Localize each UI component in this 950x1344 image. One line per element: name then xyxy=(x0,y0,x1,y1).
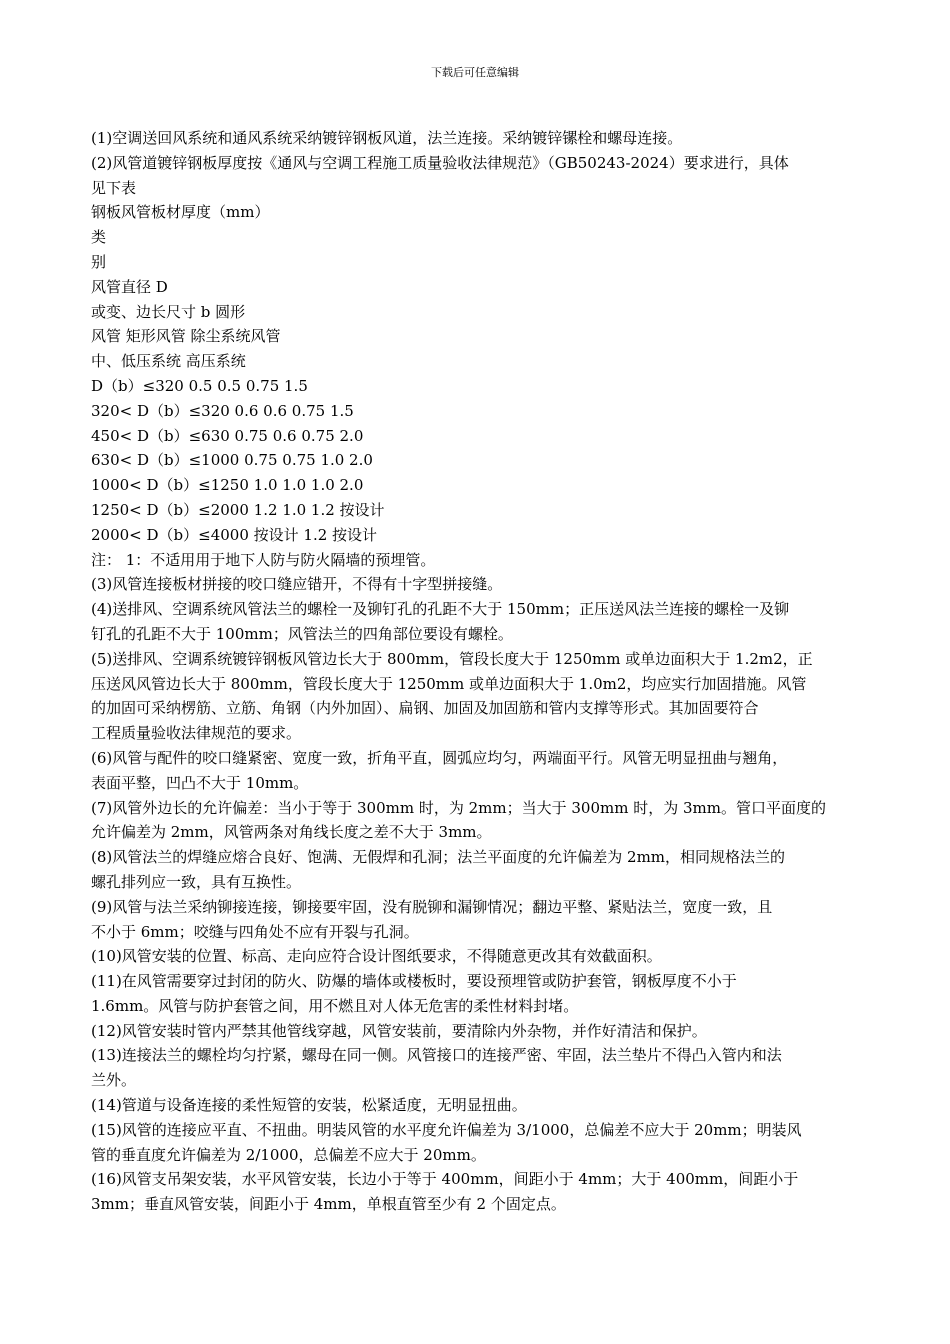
table-note: 注： 1：不适用用于地下人防与防火隔墙的预埋管。 xyxy=(91,550,436,569)
text-line: 1.6mm。风管与防护套管之间，用不燃且对人体无危害的柔性材料封堵。 xyxy=(91,996,579,1015)
table-row: 630< D（b）≤1000 0.75 0.75 1.0 2.0 xyxy=(91,451,373,470)
table-row: 2000< D（b）≤4000 按设计 1.2 按设计 xyxy=(91,525,378,544)
table-row: 450< D（b）≤630 0.75 0.6 0.75 2.0 xyxy=(91,426,364,445)
text-line: (14)管道与设备连接的柔性短管的安装，松紧适度，无明显扭曲。 xyxy=(91,1096,527,1115)
text-line: (10)风管安装的位置、标高、走向应符合设计图纸要求，不得随意更改其有效截面积。 xyxy=(91,947,662,966)
text-line: (13)连接法兰的螺栓均匀拧紧，螺母在同一侧。风管接口的连接严密、牢固，法兰垫片不得凸入管内和法 xyxy=(91,1046,782,1065)
text-line: (3)风管连接板材拼接的咬口缝应错开，不得有十字型拼接缝。 xyxy=(91,575,503,594)
text-line: (5)送排风、空调系统镀锌钢板风管边长大于 800mm，管段长度大于 1250mm 或单边面积大于 1.2m2，正 xyxy=(91,649,813,668)
text-line: (16)风管支吊架安装，水平风管安装，长边小于等于 400mm，间距小于 4mm；大于 400mm，间距小于 xyxy=(91,1170,799,1189)
text-line: (7)风管外边长的允许偏差：当小于等于 300mm 时，为 2mm；当大于 300mm 时，为 3mm。管口平面度的 xyxy=(91,798,826,817)
table-cell: 中、低压系统 高压系统 xyxy=(91,352,246,371)
text-line: (9)风管与法兰采纳铆接连接，铆接要牢固，没有脱铆和漏铆情况；翻边平整、紧贴法兰，宽度一致，且 xyxy=(91,897,773,916)
table-cell: 风管直径 D xyxy=(91,277,168,296)
text-line: (1)空调送回风系统和通风系统采纳镀锌钢板风道，法兰连接。采纳镀锌镙栓和螺母连接。 xyxy=(91,129,683,147)
text-line: 压送风风管边长大于 800mm，管段长度大于 1250mm 或单边面积大于 1.0m2，均应实行加固措施。风管 xyxy=(91,674,807,693)
text-line: 表面平整，凹凸不大于 10mm。 xyxy=(91,773,309,792)
text-line: 允许偏差为 2mm，风管两条对角线长度之差不大于 3mm。 xyxy=(91,823,492,842)
table-title: 钢板风管板材厚度（mm） xyxy=(91,203,270,222)
text-line: (4)送排风、空调系统风管法兰的螺栓一及铆钉孔的孔距不大于 150mm；正压送风法兰连接的螺栓一及铆 xyxy=(91,600,790,619)
table-cell: 类 xyxy=(91,228,107,247)
text-line: 工程质量验收法律规范的要求。 xyxy=(91,724,302,743)
table-row: 1000< D（b）≤1250 1.0 1.0 1.0 2.0 xyxy=(91,476,364,495)
text-line: 见下表 xyxy=(91,178,137,197)
text-line: (15)风管的连接应平直、不扭曲。明装风管的水平度允许偏差为 3/1000，总偏差不应大于 20mm；明装风 xyxy=(91,1120,802,1139)
text-line: 兰外。 xyxy=(91,1071,137,1090)
text-line: 管的垂直度允许偏差为 2/1000，总偏差不应大于 20mm。 xyxy=(91,1145,486,1164)
text-line: 不小于 6mm；咬缝与四角处不应有开裂与孔洞。 xyxy=(91,922,419,941)
text-line: (11)在风管需要穿过封闭的防火、防爆的墙体或楼板时，要设预埋管或防护套管，钢板厚度不小于 xyxy=(91,972,737,991)
text-line: 螺孔排列应一致，具有互换性。 xyxy=(91,872,302,891)
text-line: 的加固可采纳楞筋、立筋、角钢（内外加固）、扁钢、加固及加固筋和管内支撑等形式。其加固要符合 xyxy=(91,699,759,718)
page-header: 下载后可任意编辑 xyxy=(431,66,519,79)
document-body xyxy=(91,126,871,1217)
text-line: (12)风管安装时管内严禁其他管线穿越，风管安装前，要清除内外杂物，并作好清洁和保护。 xyxy=(91,1021,707,1040)
table-row: D（b）≤320 0.5 0.5 0.75 1.5 xyxy=(91,376,308,395)
text-line: (8)风管法兰的焊缝应熔合良好、饱满、无假焊和孔洞；法兰平面度的允许偏差为 2mm，相同规格法兰的 xyxy=(91,848,786,867)
text-line: 3mm；垂直风管安装，间距小于 4mm，单根直管至少有 2 个固定点。 xyxy=(91,1195,566,1214)
text-line: (2)风管道镀锌钢板厚度按《通风与空调工程施工质量验收法律规范》（GB50243-2024）要求进行，具体 xyxy=(91,153,789,172)
table-cell: 或变、边长尺寸 b 圆形 xyxy=(91,302,246,321)
table-row: 1250< D（b）≤2000 1.2 1.0 1.2 按设计 xyxy=(91,500,385,519)
table-cell: 风管 矩形风管 除尘系统风管 xyxy=(91,327,281,346)
text-line: 钉孔的孔距不大于 100mm；风管法兰的四角部位要设有螺栓。 xyxy=(91,624,513,643)
table-row: 320< D（b）≤320 0.6 0.6 0.75 1.5 xyxy=(91,401,354,420)
text-line: (6)风管与配件的咬口缝紧密、宽度一致，折角平直，圆弧应均匀，两端面平行。风管无明显扭曲与翘角， xyxy=(91,748,788,767)
table-cell: 别 xyxy=(91,252,107,271)
